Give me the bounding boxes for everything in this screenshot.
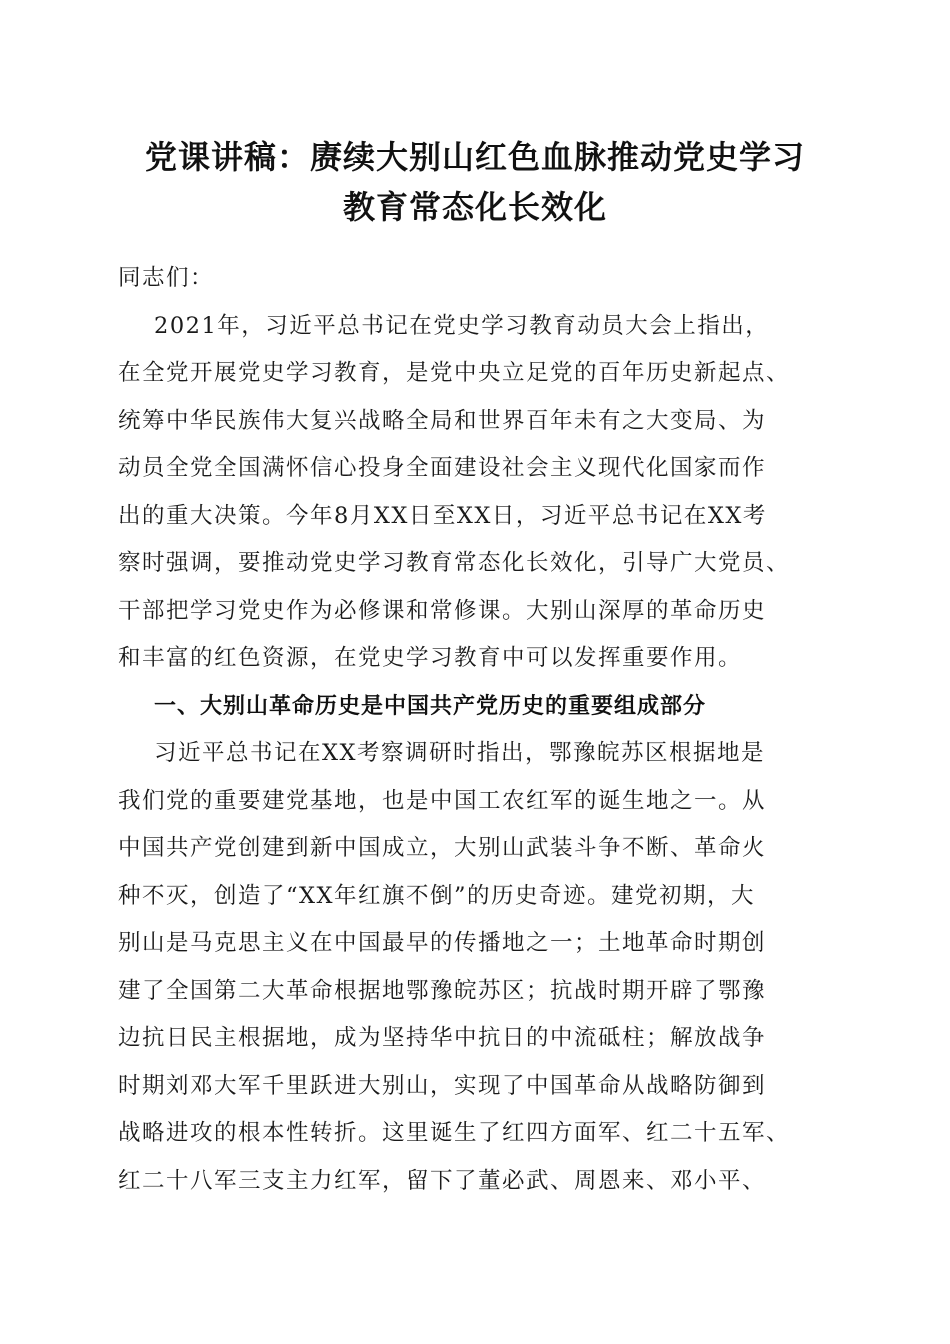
paragraph-2-line: 别山是马克思主义在中国最早的传播地之一；土地革命时期创 bbox=[118, 930, 767, 956]
salutation: 同志们： bbox=[118, 265, 215, 291]
paragraph-1 bbox=[118, 303, 838, 683]
paragraph-2-line: 建了全国第二大革命根据地鄂豫皖苏区；抗战时期开辟了鄂豫 bbox=[118, 977, 767, 1004]
paragraph-1-line: 察时强调，要推动党史学习教育常态化长效化，引导广大党员、 bbox=[118, 550, 791, 576]
paragraph-2-line: 习近平总书记在XX考察调研时指出，鄂豫皖苏区根据地是 bbox=[154, 740, 766, 766]
paragraph-1-line: 出的重大决策。今年8月XX日至XX日，习近平总书记在XX考 bbox=[118, 502, 767, 529]
title-line-2: 教育常态化长效化 bbox=[342, 188, 607, 226]
paragraph-2-line: 战略进攻的根本性转折。这里诞生了红四方面军、红二十五军、 bbox=[118, 1120, 791, 1146]
paragraph-2-line: 时期刘邓大军千里跃进大别山，实现了中国革命从战略防御到 bbox=[118, 1072, 767, 1099]
section-1-heading: 一、大别山革命历史是中国共产党历史的重要组成部分 bbox=[154, 693, 707, 719]
paragraph-1-line: 在全党开展党史学习教育，是党中央立足党的百年历史新起点、 bbox=[118, 360, 791, 386]
paragraph-1-line: 干部把学习党史作为必修课和常修课。大别山深厚的革命历史 bbox=[118, 597, 767, 624]
paragraph-1-line: 动员全党全国满怀信心投身全面建设社会主义现代化国家而作 bbox=[118, 455, 767, 481]
paragraph-1-line: 统筹中华民族伟大复兴战略全局和世界百年未有之大变局、为 bbox=[118, 407, 767, 434]
paragraph-1-line: 2021年，习近平总书记在党史学习教育动员大会上指出， bbox=[154, 312, 770, 339]
paragraph-2 bbox=[118, 730, 838, 1205]
paragraph-2-line: 我们党的重要建党基地，也是中国工农红军的诞生地之一。从 bbox=[118, 787, 767, 814]
paragraph-1-line: 和丰富的红色资源，在党史学习教育中可以发挥重要作用。 bbox=[118, 645, 743, 671]
paragraph-2-line: 红二十八军三支主力红军，留下了董必武、周恩来、邓小平、 bbox=[118, 1167, 767, 1194]
paragraph-2-line: 中国共产党创建到新中国成立，大别山武装斗争不断、革命火 bbox=[118, 835, 767, 861]
title-line-1: 党课讲稿：赓续大别山红色血脉推动党史学习 bbox=[144, 138, 805, 176]
document-title bbox=[100, 132, 850, 232]
paragraph-2-line: 边抗日民主根据地，成为坚持华中抗日的中流砥柱；解放战争 bbox=[118, 1025, 767, 1051]
paragraph-2-line: 种不灭，创造了“XX年红旗不倒”的历史奇迹。建党初期，大 bbox=[118, 882, 756, 909]
document-body bbox=[118, 255, 838, 1205]
